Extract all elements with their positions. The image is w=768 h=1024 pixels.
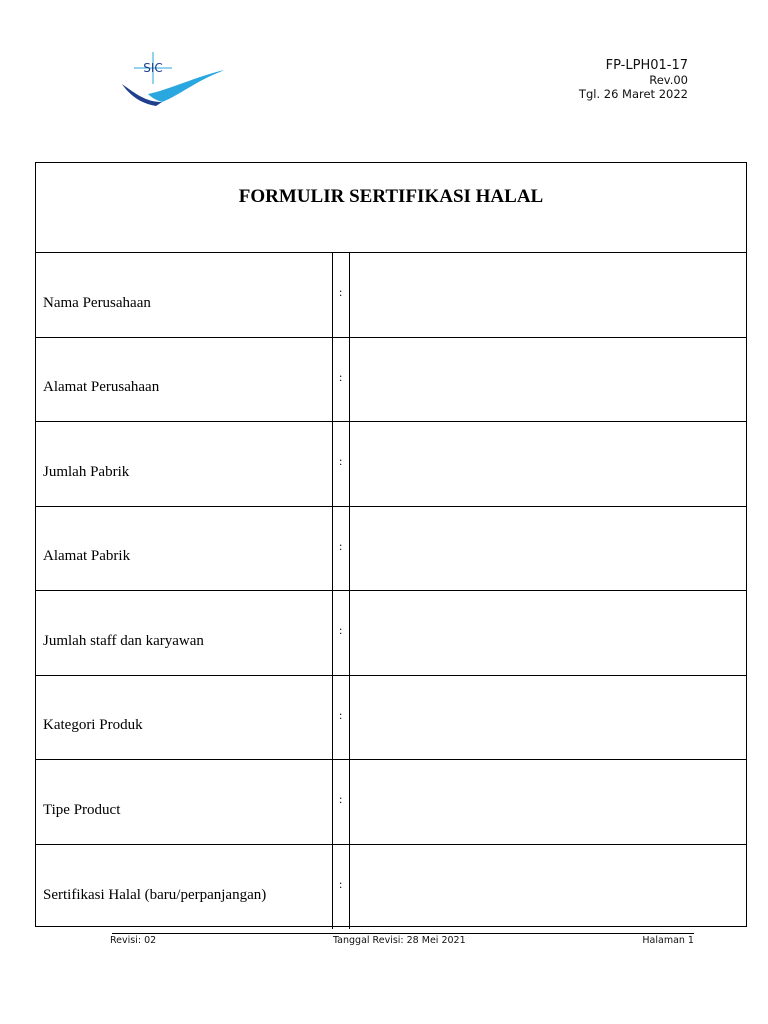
page-footer	[110, 935, 694, 946]
field-label: Nama Perusahaan	[43, 294, 151, 311]
field-colon: :	[339, 285, 343, 299]
field-label: Alamat Perusahaan	[43, 379, 160, 395]
field-value-alamat-pabrik[interactable]	[350, 507, 746, 591]
form-title-row	[36, 163, 746, 253]
form-row-alamat-pabrik	[36, 507, 746, 592]
halal-certification-form	[35, 162, 747, 927]
field-label: Sertifikasi Halal (baru/perpanjangan)	[43, 887, 267, 903]
sic-logo	[118, 50, 228, 106]
document-code: FP-LPH01-17	[605, 58, 688, 73]
form-row-jumlah-pabrik	[36, 422, 746, 507]
document-date: Tgl. 26 Maret 2022	[578, 87, 688, 101]
footer-divider	[112, 933, 694, 934]
form-row-nama-perusahaan	[36, 253, 746, 338]
field-label: Jumlah staff dan karyawan	[43, 632, 204, 649]
field-value-nama-perusahaan[interactable]	[350, 253, 746, 337]
field-value-jumlah-pabrik[interactable]	[350, 422, 746, 506]
form-row-tipe-product	[36, 760, 746, 845]
field-colon: :	[339, 792, 343, 806]
logo-text: SIC	[143, 61, 163, 75]
field-colon: :	[339, 876, 343, 891]
footer-tanggal-revisi: Tanggal Revisi: 28 Mei 2021	[332, 935, 466, 946]
field-colon: :	[339, 707, 343, 722]
field-label: Kategori Produk	[43, 717, 143, 733]
document-meta	[579, 58, 688, 101]
field-label: Tipe Product	[43, 801, 121, 818]
field-colon: :	[339, 454, 343, 468]
form-row-jumlah-staff	[36, 591, 746, 676]
field-value-jumlah-staff[interactable]	[350, 591, 746, 675]
field-colon: :	[339, 538, 343, 553]
field-label: Alamat Pabrik	[43, 548, 131, 564]
field-colon: :	[339, 369, 343, 384]
field-value-tipe-product[interactable]	[350, 760, 746, 844]
footer-revisi: Revisi: 02	[110, 935, 157, 946]
form-row-alamat-perusahaan	[36, 338, 746, 423]
form-row-kategori-produk	[36, 676, 746, 761]
field-label: Jumlah Pabrik	[43, 463, 130, 480]
field-colon: :	[339, 623, 343, 637]
field-value-sertifikasi-halal[interactable]	[350, 845, 746, 930]
sic-logo-graphic	[118, 50, 228, 106]
form-rows	[36, 253, 746, 929]
document-revision: Rev.00	[649, 73, 688, 87]
field-value-kategori-produk[interactable]	[350, 676, 746, 760]
field-value-alamat-perusahaan[interactable]	[350, 338, 746, 422]
form-row-sertifikasi-halal	[36, 845, 746, 930]
footer-halaman: Halaman 1	[642, 935, 694, 946]
form-title: FORMULIR SERTIFIKASI HALAL	[238, 185, 544, 207]
